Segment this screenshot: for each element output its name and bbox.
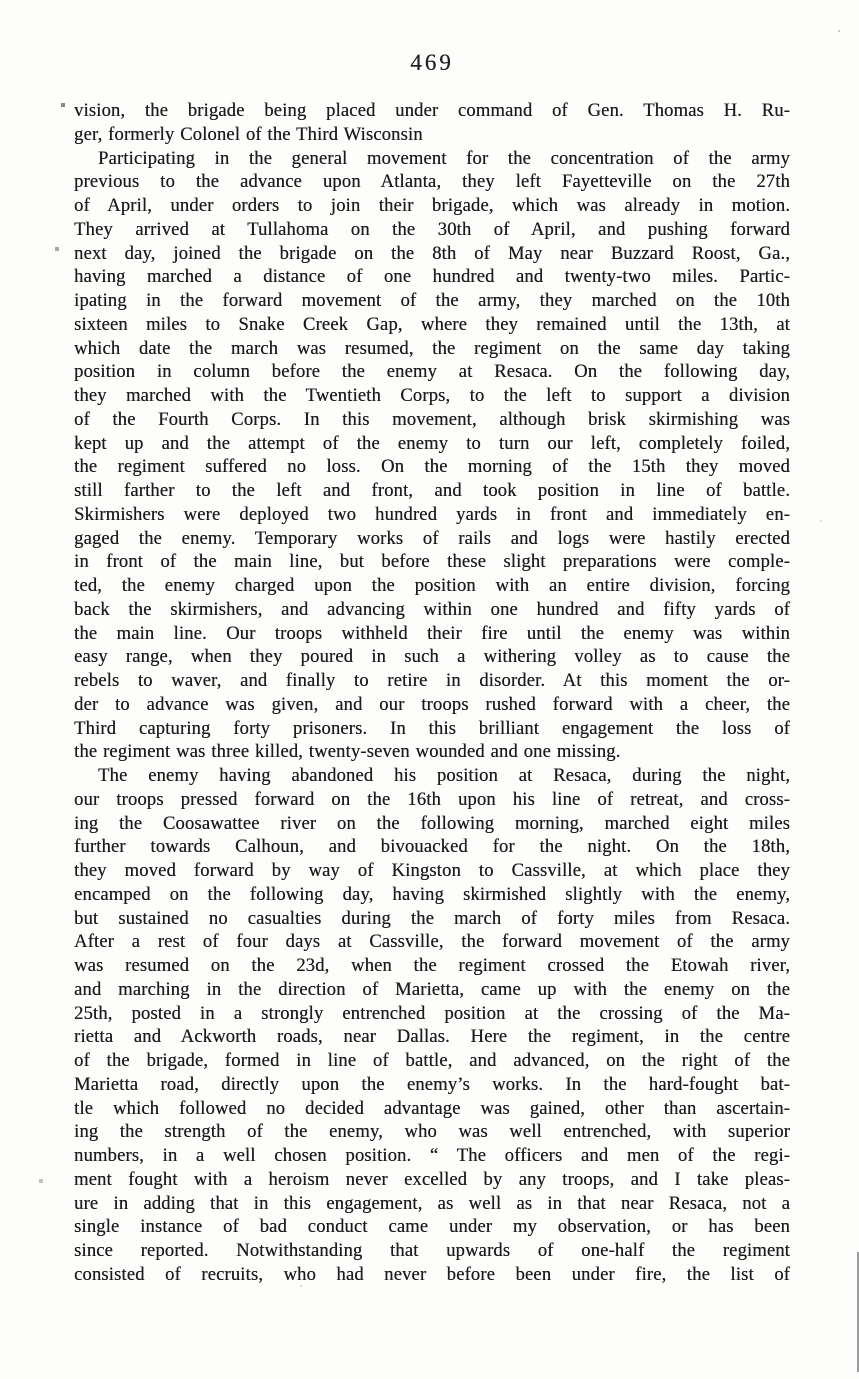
text-line: Marietta road, directly upon the enemy’s works. In the hard-fought bat- — [74, 1073, 790, 1095]
text-line: in front of the main line, but before these slight preparations were comple- — [74, 551, 790, 573]
text-line: Third capturing forty prisoners. In this brilliant engagement the loss of — [74, 717, 790, 739]
text-line: the main line. Our troops withheld their fire until the enemy was within — [74, 622, 790, 644]
text-line: numbers, in a well chosen position. “ The officers and men of the regi- — [74, 1145, 790, 1166]
text-line: was resumed on the 23d, when the regiment crossed the Etowah river, — [74, 955, 790, 976]
text-line: of the brigade, formed in line of battle, and advanced, on the right of the — [74, 1050, 790, 1071]
text-line: and marching in the direction of Marietta, came up with the enemy on the — [74, 978, 790, 1000]
text-line: still farther to the left and front, and took position in line of battle. — [74, 480, 790, 501]
text-line: having marched a distance of one hundred and twenty-two miles. Partic- — [74, 266, 790, 288]
paragraph — [74, 147, 790, 765]
paragraph — [74, 99, 790, 147]
text-line: rietta and Ackworth roads, near Dallas. Here the regiment, in the centre — [74, 1026, 790, 1048]
text-line: ted, the enemy charged upon the position with an entire division, forcing — [74, 575, 790, 596]
scan-noise-speckles — [0, 0, 2, 2]
text-line: single instance of bad conduct came under my observation, or has been — [74, 1216, 790, 1238]
text-line: they moved forward by way of Kingston to Cassville, at which place they — [74, 860, 790, 881]
text-line: ipating in the forward movement of the army, they marched on the 10th — [74, 290, 790, 311]
text-line: gaged the enemy. Temporary works of rails and logs were hastily erected — [74, 527, 790, 549]
text-line: der to advance was given, and our troops rushed forward with a cheer, the — [74, 693, 790, 715]
text-line: vision, the brigade being placed under command of Gen. Thomas H. Ru- — [74, 100, 790, 121]
text-line: encamped on the following day, having skirmished slightly with the enemy, — [74, 883, 790, 905]
text-line: After a rest of four days at Cassville, the forward movement of the army — [74, 931, 790, 953]
text-line: next day, joined the brigade on the 8th of May near Buzzard Roost, Ga., — [74, 242, 790, 264]
text-line: tle which followed no decided advantage was gained, other than ascertain- — [74, 1097, 790, 1119]
text-line: since reported. Notwithstanding that upwards of one-half the regiment — [74, 1240, 790, 1261]
page-number: 469 — [410, 50, 454, 75]
text-line: The enemy having abandoned his position at Resaca, during the night, — [98, 765, 790, 786]
page-text — [74, 99, 790, 1287]
text-line: ment fought with a heroism never excelled by any troops, and I take pleas- — [74, 1168, 790, 1190]
text-line: previous to the advance upon Atlanta, they left Fayetteville on the 27th — [74, 171, 790, 193]
text-line: They arrived at Tullahoma on the 30th of April, and pushing forward — [74, 218, 790, 240]
paragraph — [74, 764, 790, 1287]
text-line: they marched with the Twentieth Corps, to the left to support a division — [74, 385, 790, 406]
text-line: which date the march was resumed, the regiment on the same day taking — [74, 337, 790, 359]
text-line: consisted of recruits, who had never before been under fire, the list of — [74, 1263, 790, 1285]
text-line: the regiment was three killed, twenty-seven wounded and one missing. — [74, 741, 621, 763]
text-line: Skirmishers were deployed two hundred yards in front and immediately en- — [74, 503, 790, 525]
text-line: position in column before the enemy at Resaca. On the following day, — [74, 361, 790, 383]
text-line: 25th, posted in a strongly entrenched position at the crossing of the Ma- — [74, 1002, 790, 1024]
text-line: ure in adding that in this engagement, as well as in that near Resaca, not a — [74, 1192, 790, 1214]
text-line: of April, under orders to join their brigade, which was already in motion. — [74, 195, 790, 216]
text-line: back the skirmishers, and advancing within one hundred and fifty yards of — [74, 598, 790, 620]
text-line: ing the strength of the enemy, who was well entrenched, with superior — [74, 1121, 790, 1143]
text-line: easy range, when they poured in such a withering volley as to cause the — [74, 646, 790, 668]
text-line: sixteen miles to Snake Creek Gap, where they remained until the 13th, at — [74, 313, 790, 335]
text-line: but sustained no casualties during the march of forty miles from Resaca. — [74, 907, 790, 929]
text-line: Participating in the general movement for the concentration of the army — [98, 147, 790, 169]
text-line: of the Fourth Corps. In this movement, although brisk skirmishing was — [74, 408, 790, 430]
text-line: further towards Calhoun, and bivouacked for the night. On the 18th, — [74, 836, 790, 858]
text-line: rebels to waver, and finally to retire in disorder. At this moment the or- — [74, 670, 790, 691]
text-line: ing the Coosawattee river on the following morning, marched eight miles — [74, 812, 790, 834]
text-line: kept up and the attempt of the enemy to turn our left, completely foiled, — [74, 432, 790, 454]
text-line: the regiment suffered no loss. On the morning of the 15th they moved — [74, 456, 790, 478]
text-line: ger, formerly Colonel of the Third Wisconsin — [74, 123, 423, 145]
text-line: our troops pressed forward on the 16th upon his line of retreat, and cross- — [74, 788, 790, 810]
